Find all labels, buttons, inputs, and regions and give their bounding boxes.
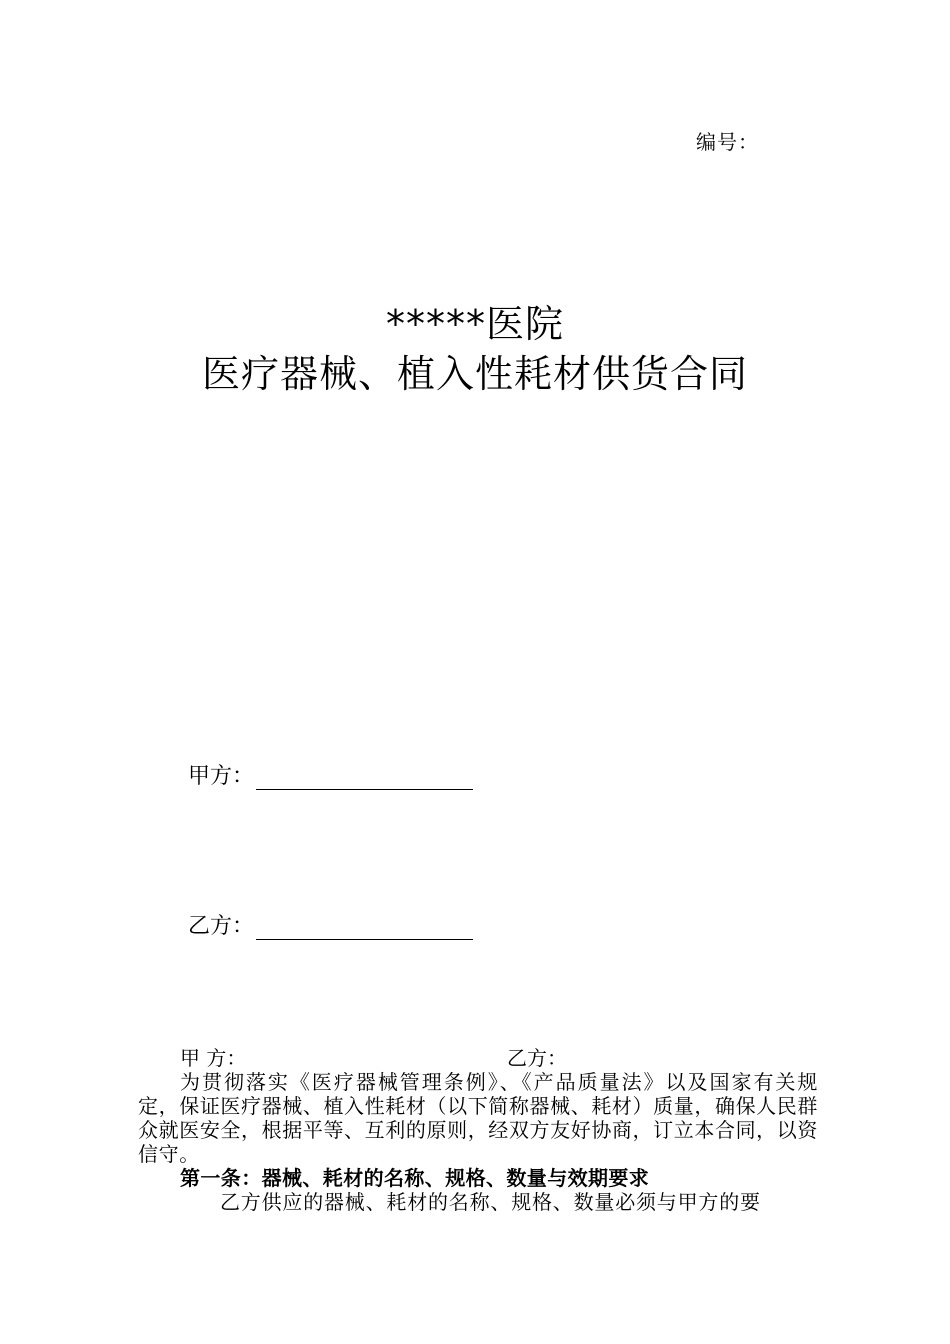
hospital-name: *****医院 [385, 302, 564, 346]
cover-party-a [188, 759, 473, 790]
contract-body [138, 1046, 818, 1214]
contract-title [0, 300, 950, 398]
party-b-blank-line [256, 917, 473, 940]
serial-number-label: 编号： [696, 130, 759, 154]
party-b-label: 乙方： [188, 914, 255, 939]
body-party-a-label: 甲 方： [180, 1046, 247, 1070]
article-1-heading: 第一条：器械、耗材的名称、规格、数量与效期要求 [180, 1166, 650, 1190]
body-parties-row [138, 1046, 818, 1070]
intro-paragraph: 为贯彻落实《医疗器械管理条例》、《产品质量法》以及国家有关规定，保证医疗器械、植入性耗材（以下简称器械、耗材）质量，确保人民群众就医安全，根据平等、互利的原则，经双方友好协商，订立本合同，以资信守。 [138, 1070, 818, 1166]
article-1-text: 乙方供应的器械、耗材的名称、规格、数量必须与甲方的要 [220, 1190, 761, 1214]
party-a-label: 甲方： [188, 764, 255, 789]
body-party-b-label: 乙方： [507, 1046, 567, 1070]
cover-party-b [188, 909, 473, 940]
contract-name: 医疗器械、植入性耗材供货合同 [201, 352, 748, 396]
party-a-blank-line [256, 767, 473, 790]
